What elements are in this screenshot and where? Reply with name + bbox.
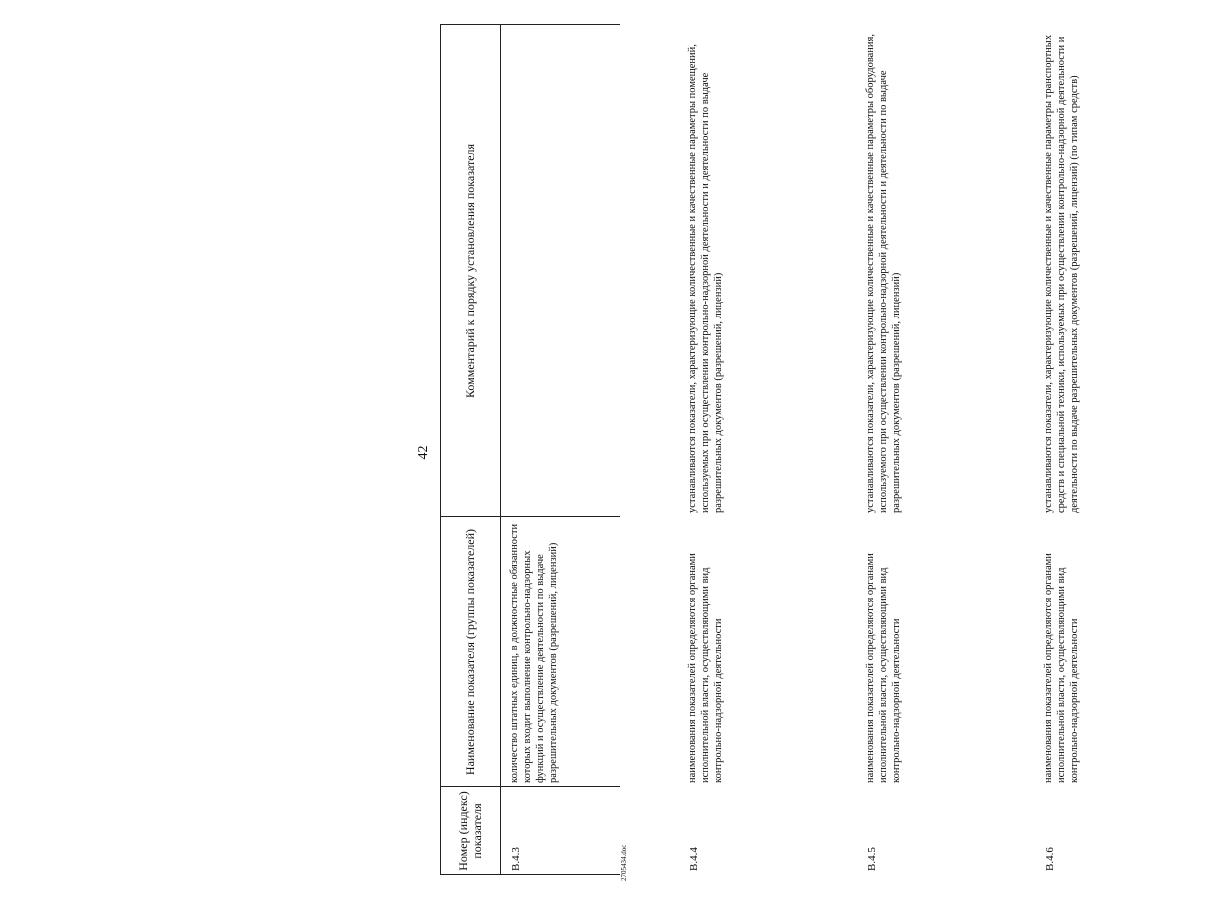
page-number: 42 bbox=[416, 445, 431, 460]
column-divider bbox=[440, 786, 620, 787]
column-divider bbox=[440, 516, 620, 517]
table-border-top bbox=[440, 25, 441, 875]
table-row bbox=[678, 25, 856, 875]
row-number: В.4.3 bbox=[510, 847, 522, 871]
header-name: Наименование показателя (группы показателей) bbox=[463, 528, 477, 776]
table-row bbox=[500, 25, 678, 875]
table-row bbox=[1034, 25, 1212, 875]
table-row bbox=[856, 25, 1034, 875]
row-comment: устанавливаются показатели, характеризующие количественные и качественные параметры помещений, используемых при осуществлении контрольно-надзорной деятельности и деятельности по выдаче разрешительных документов (разрешений, лицензий) bbox=[687, 44, 724, 513]
row-number: В.4.6 bbox=[1044, 847, 1056, 871]
table-border-left bbox=[440, 874, 620, 875]
row-comment: устанавливаются показатели, характеризующие количественные и качественные параметры оборудования, используемого при осуществлении контрольно-надзорной деятельности и деятельности по выдаче разрешительных документов (разрешений, лицензий) bbox=[865, 34, 902, 513]
header-number: Номер (индекс) показателя bbox=[456, 791, 484, 871]
footer-code: 2705434.doc bbox=[620, 844, 628, 881]
header-divider bbox=[500, 25, 501, 875]
row-comment: устанавливаются показатели, характеризующие количественные и качественные параметры транспортных средств и специальной техники, используемых при осуществлении контрольно-надзорной деятельности и деятельности по выдаче разрешительных документов (разрешений, лицензий) (по типам средств) bbox=[1043, 34, 1080, 513]
row-name: наименования показателей определяются органами исполнительной власти, осуществляющими вид контрольно-надзорной деятельности bbox=[865, 553, 902, 783]
row-name: наименования показателей определяются органами исполнительной власти, осуществляющими вид контрольно-надзорной деятельности bbox=[1043, 553, 1080, 783]
row-number: В.4.4 bbox=[688, 847, 700, 871]
row-number: В.4.5 bbox=[866, 847, 878, 871]
row-name: количество штатных единиц, в должностные обязанности которых входит выполнение контрольно-надзорных функций и осуществление деятельности по выдаче разрешительных документов (разрешений, лицензий) bbox=[509, 523, 559, 783]
row-name: наименования показателей определяются органами исполнительной власти, осуществляющими вид контрольно-надзорной деятельности bbox=[687, 553, 724, 783]
table-border-right bbox=[440, 24, 620, 25]
header-comment: Комментарий к порядку установления показателя bbox=[463, 143, 477, 399]
